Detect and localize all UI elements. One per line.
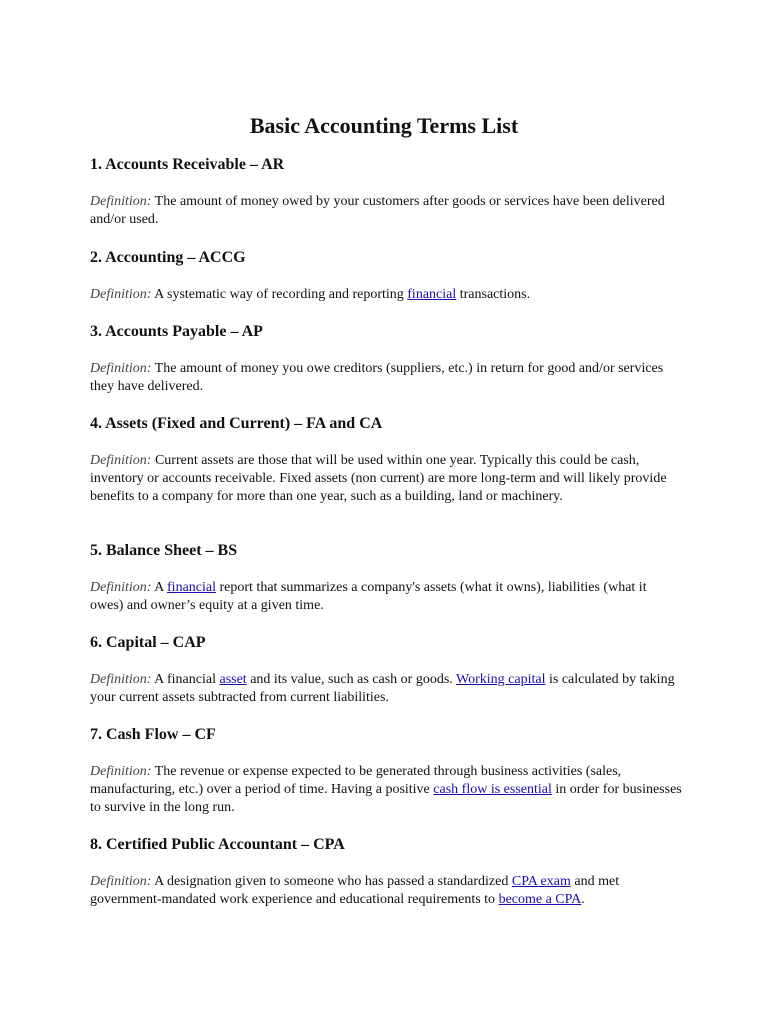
term-heading: 1. Accounts Receivable – AR (90, 156, 285, 173)
definition-link[interactable]: CPA exam (511, 874, 571, 889)
term-block (90, 835, 690, 907)
term-block (90, 541, 690, 613)
term-definition (90, 671, 682, 707)
term-block (90, 633, 690, 705)
term-block (90, 414, 690, 504)
definition-link[interactable]: financial (167, 580, 216, 595)
term-heading: 3. Accounts Payable – AP (90, 323, 263, 340)
definition-text: A systematic way of recording and reporting (151, 287, 408, 302)
definition-text: in order for businesses to survive in the long run. (90, 782, 682, 815)
term-heading: 5. Balance Sheet – BS (90, 542, 238, 559)
term-definition (90, 579, 682, 615)
definition-text: A designation given to someone who has passed a standardized (151, 874, 512, 889)
term-heading: 4. Assets (Fixed and Current) – FA and CA (90, 415, 383, 432)
definition-text: report that summarizes a company's assets (what it owns), liabilities (what it owes) and owner’s equity at a given time. (90, 580, 647, 613)
term-block (90, 155, 690, 227)
definition-label: Definition: (90, 194, 152, 209)
definition-link[interactable]: financial (407, 287, 457, 302)
definition-text: A (151, 580, 168, 595)
definition-link[interactable]: Working capital (456, 672, 546, 687)
term-block (90, 725, 690, 815)
term-definition (90, 452, 682, 506)
definition-text: is calculated by taking your current assets subtracted from current liabilities. (90, 672, 675, 705)
term-definition (90, 360, 682, 396)
definition-text: and its value, such as cash or goods. (246, 672, 457, 687)
term-heading: 7. Cash Flow – CF (90, 726, 216, 743)
term-definition (90, 763, 682, 817)
term-heading: 2. Accounting – ACCG (90, 249, 246, 266)
definition-label: Definition: (90, 453, 152, 468)
definition-label: Definition: (90, 672, 152, 687)
definition-link[interactable]: cash flow is essential (433, 782, 552, 797)
definition-text: A financial (151, 672, 220, 687)
term-block (90, 322, 690, 394)
definition-label: Definition: (90, 874, 152, 889)
term-heading: 8. Certified Public Accountant – CPA (90, 836, 345, 853)
definition-label: Definition: (90, 580, 152, 595)
definition-text: Current assets are those that will be used within one year. Typically this could be cash, inventory or accounts receivable. Fixed assets (non current) are more long-term and will likely provide benefits to a company for more than one year, such as a building, land or machinery. (90, 453, 667, 504)
term-block (90, 248, 690, 302)
term-definition (90, 286, 682, 304)
term-definition (90, 193, 682, 229)
definition-text: The amount of money owed by your customers after goods or services have been delivered and/or used. (90, 194, 665, 227)
definition-label: Definition: (90, 287, 152, 302)
page-title: Basic Accounting Terms List (249, 113, 519, 138)
definition-label: Definition: (90, 764, 152, 779)
definition-link[interactable]: asset (219, 672, 247, 687)
definition-label: Definition: (90, 361, 152, 376)
definition-text: transactions. (456, 287, 531, 302)
definition-text: The revenue or expense expected to be generated through business activities (sales, manufacturing, etc.) over a period of time. Having a positive (90, 764, 622, 797)
definition-link[interactable]: become a CPA (498, 892, 582, 907)
term-definition (90, 873, 682, 909)
definition-text: and met government-mandated work experience and educational requirements to (90, 874, 620, 907)
definition-text: . (581, 892, 585, 907)
term-heading: 6. Capital – CAP (90, 634, 206, 651)
definition-text: The amount of money you owe creditors (suppliers, etc.) in return for good and/or services they have delivered. (90, 361, 664, 394)
